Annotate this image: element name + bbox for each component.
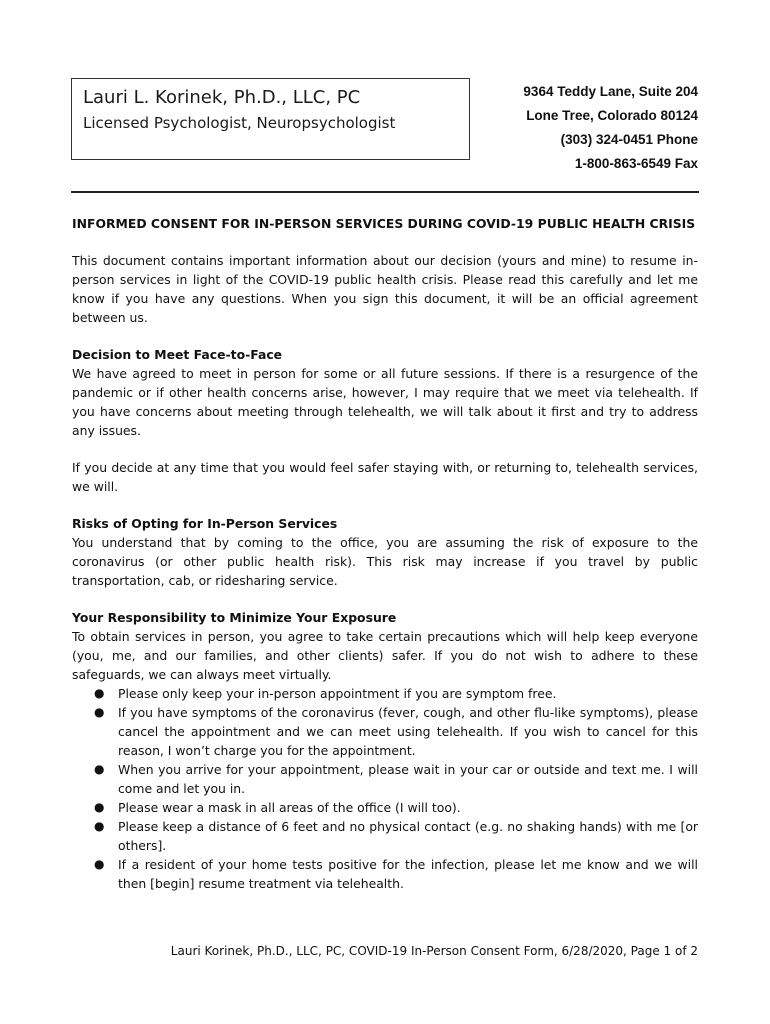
bullet-icon: ● [94, 819, 105, 833]
document-title: INFORMED CONSENT FOR IN-PERSON SERVICES DURING COVID-19 PUBLIC HEALTH CRISIS [72, 216, 696, 231]
section-paragraph: If you decide at any time that you would feel safer staying with, or returning to, telehealth services, we will. [72, 460, 698, 494]
bullet-icon: ● [94, 857, 105, 871]
section-paragraph: To obtain services in person, you agree to take certain precautions which will help keep everyone (you, me, and our families, and other clients) safer. If you do not wish to adhere to these safeguards, we can always meet virtually. [72, 629, 698, 682]
address-city: Lone Tree, Colorado 80124 [526, 108, 698, 123]
list-item-text: Please keep a distance of 6 feet and no physical contact (e.g. no shaking hands) with me [or others]. [118, 819, 698, 853]
bullet-icon: ● [94, 705, 105, 719]
address-block [523, 80, 698, 176]
letterhead-box [71, 78, 470, 160]
list-item-text: Please wear a mask in all areas of the office (I will too). [118, 800, 461, 815]
section-heading: Your Responsibility to Minimize Your Exposure [72, 610, 397, 625]
list-item [72, 798, 698, 817]
bullet-icon: ● [94, 686, 105, 700]
section-heading: Risks of Opting for In-Person Services [72, 516, 338, 531]
list-item [72, 703, 698, 760]
list-item [72, 855, 698, 893]
header-divider [71, 191, 699, 193]
address-street: 9364 Teddy Lane, Suite 204 [523, 84, 698, 99]
list-item-text: If a resident of your home tests positive for the infection, please let me know and we will then [begin] resume treatment via telehealth. [118, 857, 698, 891]
precautions-list [72, 684, 698, 893]
page-footer: Lauri Korinek, Ph.D., LLC, PC, COVID-19 In-Person Consent Form, 6/28/2020, Page 1 of 2 [170, 944, 698, 958]
list-item-text: When you arrive for your appointment, please wait in your car or outside and text me. I will come and let you in. [118, 762, 698, 796]
document-body [72, 214, 698, 911]
section-responsibility [72, 608, 698, 893]
section-risks [72, 514, 698, 590]
list-item [72, 684, 698, 703]
section-heading: Decision to Meet Face-to-Face [72, 347, 283, 362]
practice-name: Lauri L. Korinek, Ph.D., LLC, PC [83, 87, 361, 108]
intro-paragraph: This document contains important information about our decision (yours and mine) to resume in-person services in light of the COVID-19 public health crisis. Please read this carefully and let me know if you have any questions. When you sign this document, it will be an official agreement between us. [72, 253, 698, 325]
list-item-text: If you have symptoms of the coronavirus (fever, cough, and other flu-like symptoms), please cancel the appointment and we can meet using telehealth. If you wish to cancel for this reason, I won’t charge you for the appointment. [118, 705, 698, 758]
bullet-icon: ● [94, 762, 105, 776]
practice-title: Licensed Psychologist, Neuropsychologist [83, 114, 396, 132]
list-item-text: Please only keep your in-person appointment if you are symptom free. [118, 686, 557, 701]
bullet-icon: ● [94, 800, 105, 814]
address-fax: 1-800-863-6549 Fax [574, 156, 698, 171]
section-paragraph: We have agreed to meet in person for some or all future sessions. If there is a resurgence of the pandemic or if other health concerns arise, however, I may require that we meet via telehealth. If you have concerns about meeting through telehealth, we will talk about it first and try to address any issues. [72, 366, 698, 438]
address-phone: (303) 324-0451 Phone [560, 132, 698, 147]
list-item [72, 760, 698, 798]
section-paragraph: You understand that by coming to the office, you are assuming the risk of exposure to the coronavirus (or other public health risk). This risk may increase if you travel by public transportation, cab, or ridesharing service. [72, 535, 698, 588]
section-decision [72, 345, 698, 496]
list-item [72, 817, 698, 855]
